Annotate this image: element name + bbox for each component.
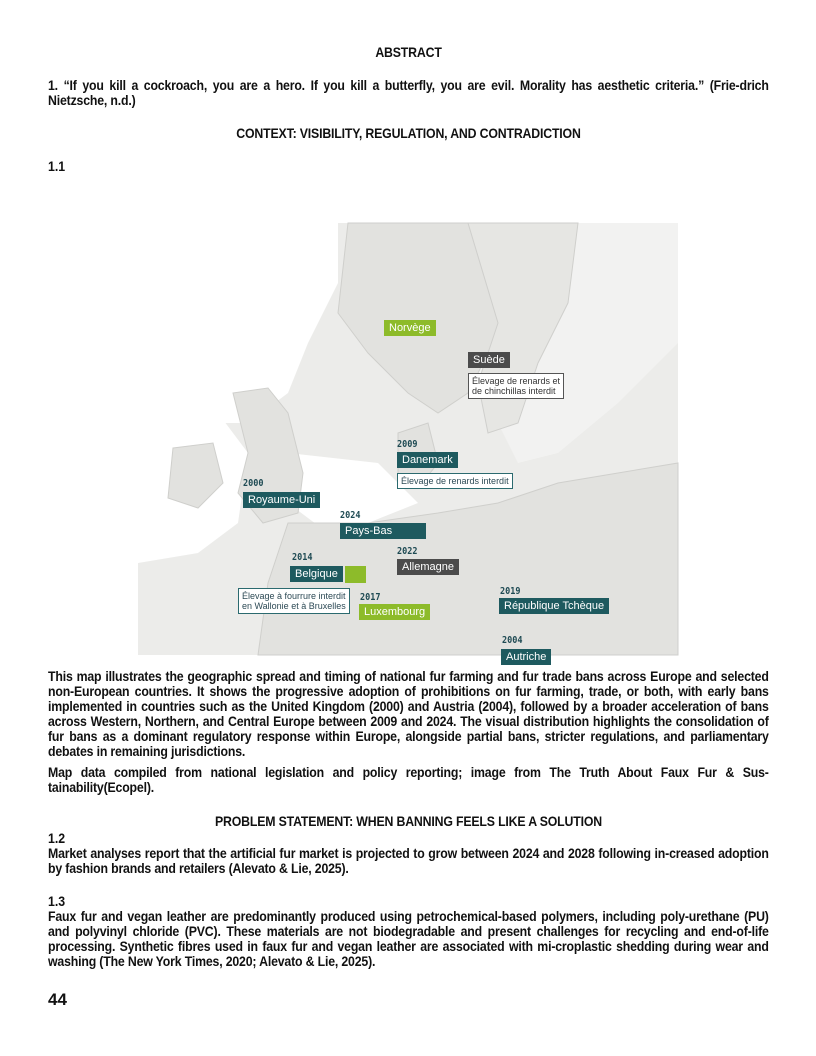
- note-belgique-line2: en Wallonie et à Bruxelles: [242, 601, 346, 611]
- note-suede-line1: Élevage de renards et: [472, 376, 561, 386]
- belgique-green-tab: [345, 566, 366, 583]
- section-number-1-3: 1.3: [48, 893, 66, 909]
- note-belgique: [238, 588, 350, 614]
- year-luxembourg: 2017: [360, 592, 381, 603]
- map-source: Map data compiled from national legislation and policy reporting; image from The Truth About Faux Fur & Sus-tainability(Ecopel).: [48, 764, 769, 795]
- section-number-1-2: 1.2: [48, 830, 66, 846]
- year-danemark: 2009: [397, 439, 418, 450]
- country-label-danemark: Danemark: [397, 452, 458, 468]
- year-allemagne: 2022: [397, 546, 418, 557]
- country-label-allemagne: Allemagne: [397, 559, 459, 575]
- note-danemark: Élevage de renards interdit: [397, 473, 513, 489]
- country-label-royaume-uni: Royaume-Uni: [243, 492, 320, 508]
- paragraph-1-2: Market analyses report that the artificial fur market is projected to grow between 2024 and 2028 following in-creased adoption by fashion brands and retailers (Alevato & Lie, 2025).: [48, 845, 769, 876]
- problem-heading: PROBLEM STATEMENT: WHEN BANNING FEELS LIKE A SOLUTION: [215, 813, 602, 829]
- nietzsche-quote: 1. “If you kill a cockroach, you are a hero. If you kill a butterfly, you are evil. Morality has aesthetic criteria.” (Frie-drich Nietzsche, n.d.): [48, 77, 769, 108]
- year-royaume-uni: 2000: [243, 478, 264, 489]
- note-suede-line2: de chinchillas interdit: [472, 386, 556, 396]
- country-label-norvege: Norvège: [384, 320, 436, 336]
- year-autriche: 2004: [502, 635, 523, 646]
- year-pays-bas: 2024: [340, 510, 361, 521]
- note-suede: [468, 373, 564, 399]
- page-number: 44: [48, 990, 67, 1009]
- fur-ban-map: [138, 223, 678, 663]
- country-label-republique-tcheque: République Tchèque: [499, 598, 609, 614]
- note-belgique-line1: Élevage à fourrure interdit: [242, 591, 346, 601]
- year-belgique: 2014: [292, 552, 313, 563]
- country-label-pays-bas: Pays-Bas: [340, 523, 426, 539]
- country-label-belgique: Belgique: [290, 566, 343, 582]
- country-label-autriche: Autriche: [501, 649, 551, 665]
- context-heading: CONTEXT: VISIBILITY, REGULATION, AND CONTRADICTION: [236, 125, 581, 141]
- paragraph-1-3: Faux fur and vegan leather are predominantly produced using petrochemical-based polymers, including poly-urethane (PU) and polyvinyl chloride (PVC). These materials are not biodegradable and present challenges for recycling and end-of-life processing. Synthetic fibres used in faux fur and vegan leather are associated with mi-croplastic shedding during wear and washing (The New York Times, 2020; Alevato & Lie, 2025).: [48, 908, 769, 969]
- abstract-heading: ABSTRACT: [375, 44, 442, 60]
- country-label-suede: Suède: [468, 352, 510, 368]
- year-republique-tcheque: 2019: [500, 586, 521, 597]
- section-number-1-1: 1.1: [48, 158, 66, 174]
- country-label-luxembourg: Luxembourg: [359, 604, 430, 620]
- map-caption: This map illustrates the geographic spread and timing of national fur farming and fur trade bans across Europe and selected non-European countries. It shows the progressive adoption of prohibitions on fur farming, trade, or both, with early bans implemented in countries such as the United Kingdom (2000) and Austria (2004), followed by a broader acceleration of bans across Western, Northern, and Central Europe between 2009 and 2024. The visual distribution highlights the consolidation of fur bans as a dominant regulatory response within Europe, alongside partial bans, stricter regulations, and parliamentary debates in remaining jurisdictions.: [48, 668, 769, 759]
